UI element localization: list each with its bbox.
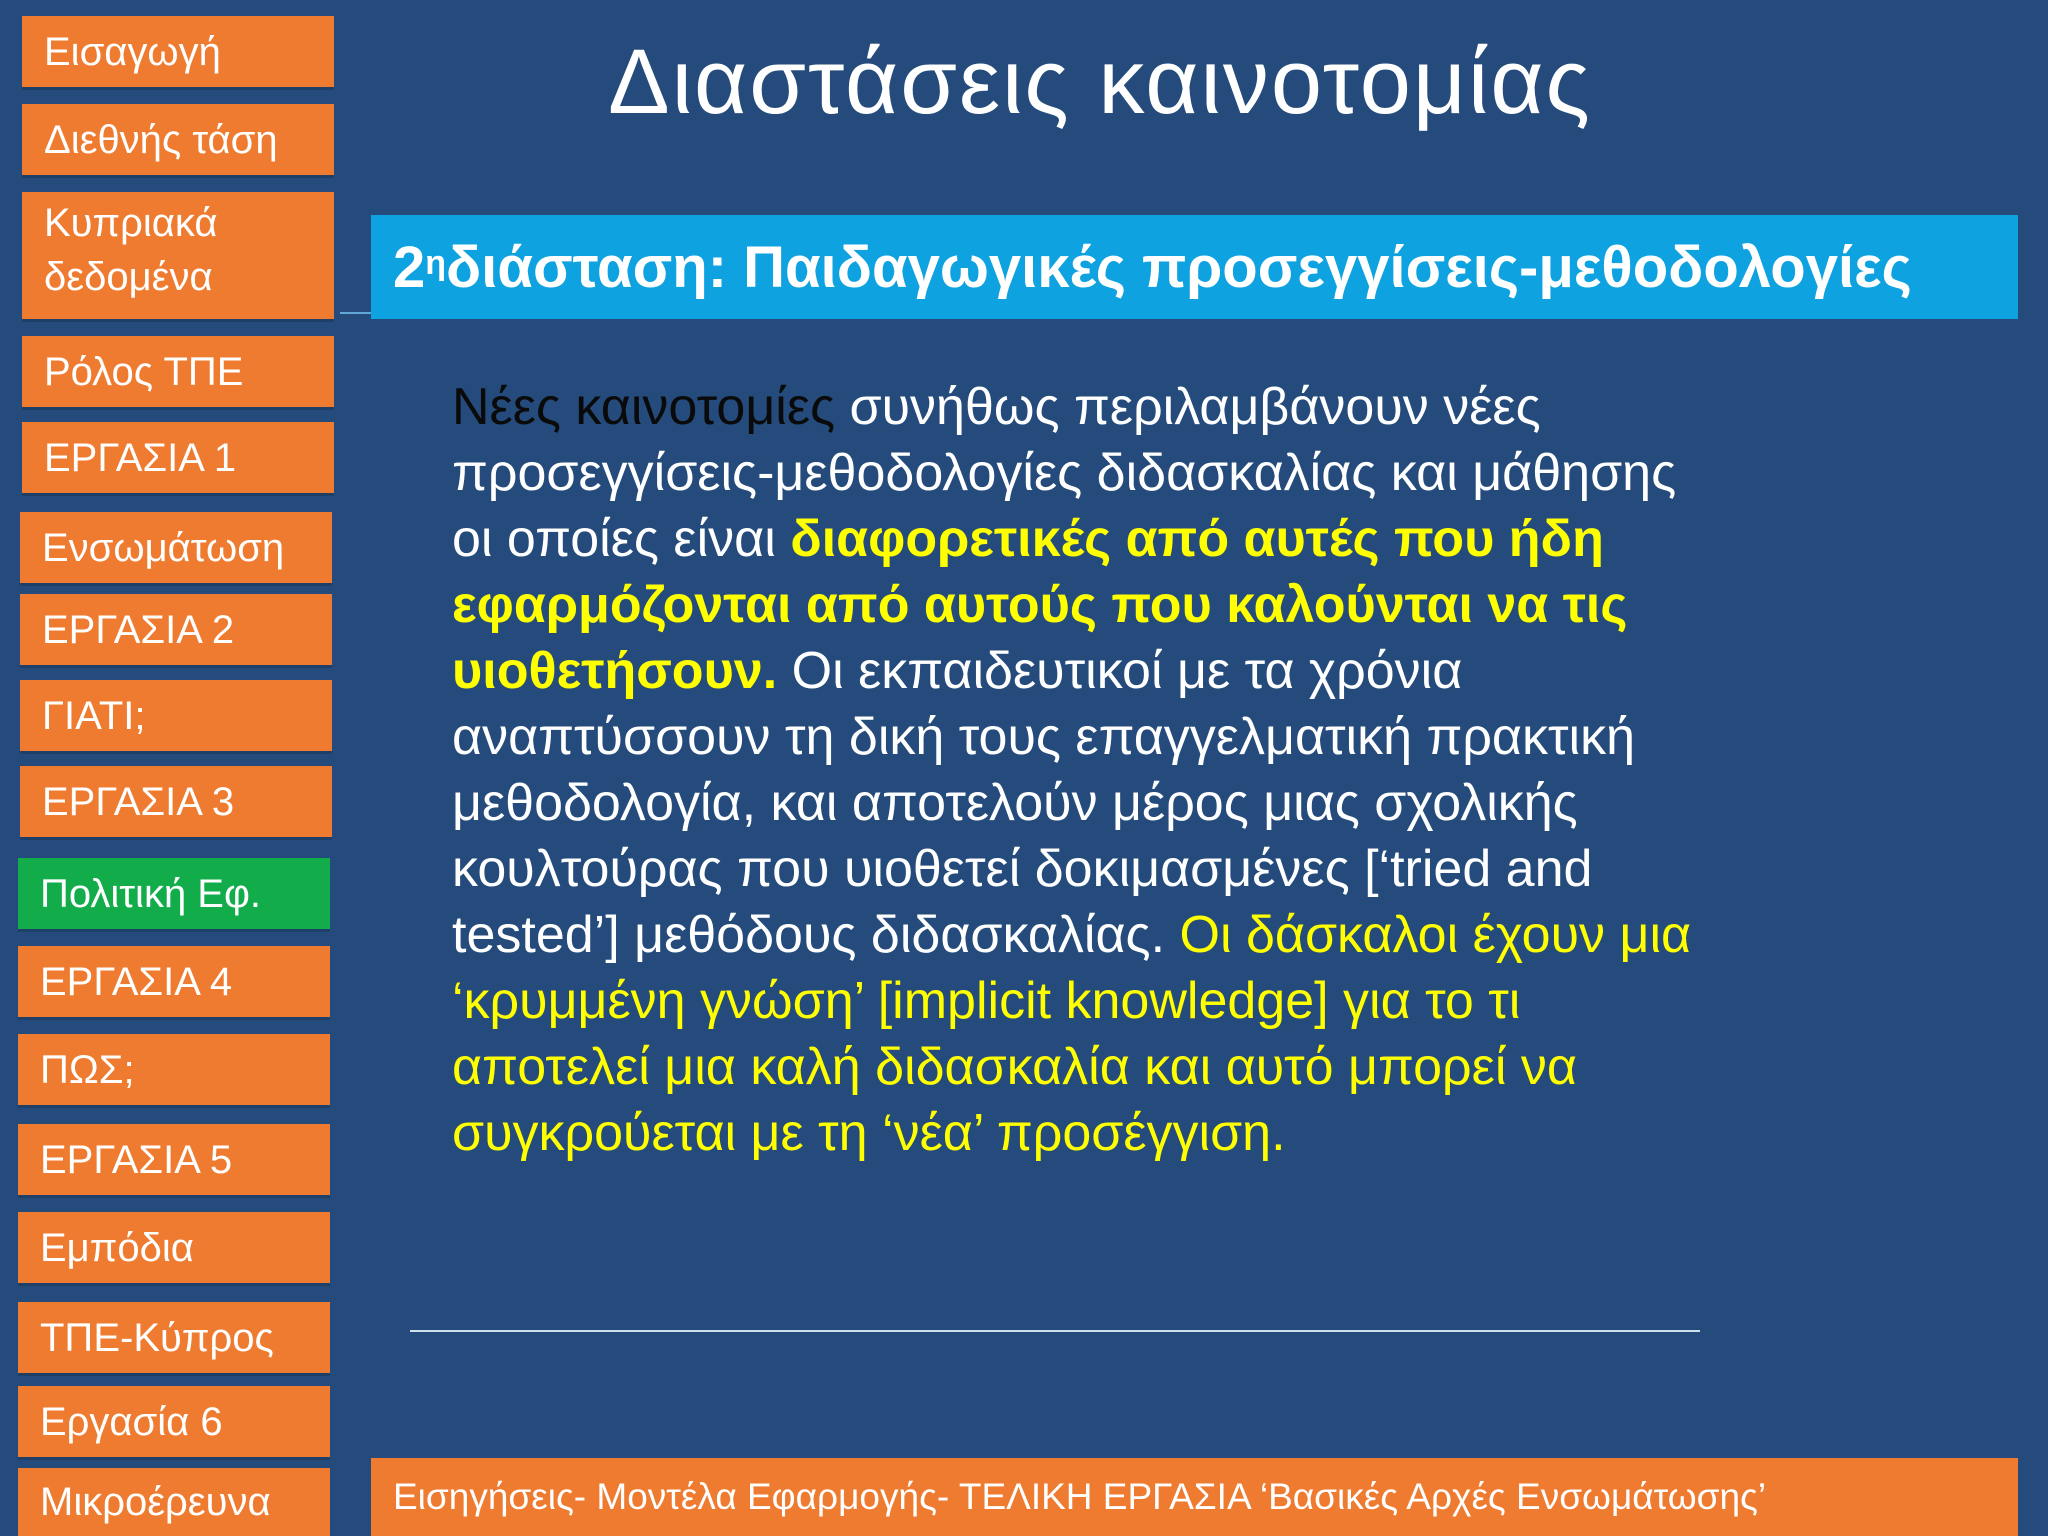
nav-button-politiki-ef[interactable]: Πολιτική Εφ. (18, 858, 330, 932)
nav-button-mikroereuna[interactable]: Μικροέρευνα (18, 1468, 330, 1536)
nav-button-ergasia-5[interactable]: ΕΡΓΑΣΙΑ 5 (18, 1124, 330, 1198)
footer-bar (371, 1458, 2018, 1536)
nav-button-ergasia-6[interactable]: Εργασία 6 (18, 1386, 330, 1460)
nav-button-diethnis-tasi[interactable]: Διεθνής τάση (22, 104, 334, 178)
nav-button-kypriaka-dedomena[interactable]: Κυπριακά δεδομένα (22, 192, 334, 322)
subtitle-band (371, 215, 2018, 319)
nav-button-ensomatosi[interactable]: Ενσωμάτωση (20, 512, 332, 586)
body-paragraph (452, 374, 1702, 1166)
divider-line (410, 1330, 1700, 1332)
nav-button-giati[interactable]: ΓΙΑΤΙ; (20, 680, 332, 754)
subtitle-text: διάσταση: Παιδαγωγικές προσεγγίσεις-μεθοδολογίες (446, 234, 1912, 300)
body-white-text-1: συνήθως περιλαμβάνουν νέες προσεγγίσεις-μεθοδολογίες διδασκαλίας και μάθησης οι οποίες είναι (452, 378, 1677, 568)
slide-title: Διαστάσεις καινοτομίας (608, 31, 1592, 133)
subtitle-superscript: η (425, 243, 447, 282)
footer-text: Εισηγήσεις- Μοντέλα Εφαρμογής- ΤΕΛΙΚΗ ΕΡΓΑΣΙΑ ‘Βασικές Αρχές Ενσωμάτωσης’ (393, 1476, 1767, 1517)
subtitle-number: 2 (393, 234, 426, 300)
body-white-text-2: Οι εκπαιδευτικοί με τα χρόνια αναπτύσσουν τη δική τους επαγγελματική πρακτική μεθοδολογία, και αποτελούν μέρος μιας σχολικής κουλτούρας που υιοθετεί δοκιμασμένες [‘tried and tested’] μεθόδους διδασκαλίας. (452, 642, 1635, 964)
body-dark-text: Νέες καινοτομίες (452, 378, 836, 436)
nav-button-empodia[interactable]: Εμπόδια (18, 1212, 330, 1286)
nav-button-ergasia-4[interactable]: ΕΡΓΑΣΙΑ 4 (18, 946, 330, 1020)
nav-button-pos[interactable]: ΠΩΣ; (18, 1034, 330, 1108)
nav-button-tpe-kypros[interactable]: ΤΠΕ-Κύπρος (18, 1302, 330, 1376)
body-highlight-bold: διαφορετικές από αυτές που ήδη εφαρμόζονται από αυτούς που καλούνται να τις υιοθετήσουν. (452, 510, 1628, 700)
nav-button-ergasia-1[interactable]: ΕΡΓΑΣΙΑ 1 (22, 422, 334, 496)
nav-button-rolos-tpe[interactable]: Ρόλος ΤΠΕ (22, 336, 334, 410)
nav-button-eisagogi[interactable]: Εισαγωγή (22, 16, 334, 90)
body-highlight: Οι δάσκαλοι έχουν μια ‘κρυμμένη γνώση’ [implicit knowledge] για το τι αποτελεί μια καλή διδασκαλία και αυτό μπορεί να συγκρούεται με τη ‘νέα’ προσέγγιση. (452, 906, 1692, 1162)
nav-button-ergasia-3[interactable]: ΕΡΓΑΣΙΑ 3 (20, 766, 332, 840)
nav-button-ergasia-2[interactable]: ΕΡΓΑΣΙΑ 2 (20, 594, 332, 668)
